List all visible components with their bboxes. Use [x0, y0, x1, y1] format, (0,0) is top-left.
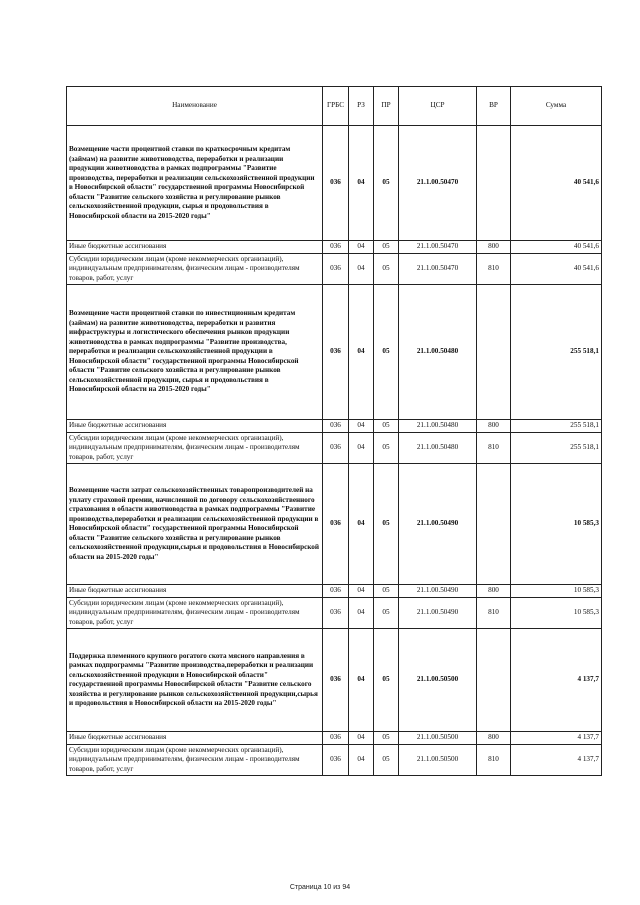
cell-sum: 10 585,3	[511, 464, 602, 585]
cell-pr: 05	[374, 253, 399, 285]
cell-grbs: 036	[323, 744, 349, 776]
cell-csr: 21.1.00.50500	[399, 629, 477, 732]
cell-grbs: 036	[323, 597, 349, 629]
header-rz: РЗ	[349, 87, 374, 126]
cell-sum: 4 137,7	[511, 732, 602, 745]
cell-csr: 21.1.00.50480	[399, 420, 477, 433]
cell-sum: 10 585,3	[511, 585, 602, 598]
cell-grbs: 036	[323, 732, 349, 745]
table-row	[67, 420, 602, 433]
header-pr: ПР	[374, 87, 399, 126]
cell-vr	[477, 126, 511, 241]
cell-csr: 21.1.00.50500	[399, 744, 477, 776]
cell-grbs: 036	[323, 126, 349, 241]
cell-pr: 05	[374, 464, 399, 585]
cell-rz: 04	[349, 432, 374, 464]
cell-csr: 21.1.00.50470	[399, 253, 477, 285]
page-number: Страница 10 из 94	[289, 884, 351, 891]
cell-sum: 255 518,1	[511, 420, 602, 433]
cell-name: Иные бюджетные ассигнования	[67, 420, 323, 433]
cell-pr: 05	[374, 585, 399, 598]
table-row	[67, 597, 602, 629]
cell-vr	[477, 629, 511, 732]
cell-name: Поддержка племенного крупного рогатого скота мясного направления в рамках подпрограммы "Развитие производства,переработки и реализации сельскохозяйственной продукции в Новосибирской области" государственной программы Новосибирской области "Развитие сельского хозяйства и регулирование рынков сельскохозяйственной продукции,сырья и продовольствия в Новосибирской области на 2015-2020 годы"	[67, 629, 323, 732]
cell-vr	[477, 285, 511, 420]
cell-grbs: 036	[323, 285, 349, 420]
cell-pr: 05	[374, 744, 399, 776]
cell-grbs: 036	[323, 241, 349, 254]
cell-vr: 810	[477, 597, 511, 629]
cell-vr: 800	[477, 585, 511, 598]
table-row	[67, 744, 602, 776]
table-row	[67, 585, 602, 598]
cell-csr: 21.1.00.50490	[399, 585, 477, 598]
cell-vr: 810	[477, 253, 511, 285]
cell-pr: 05	[374, 629, 399, 732]
cell-vr	[477, 464, 511, 585]
cell-pr: 05	[374, 420, 399, 433]
table-row	[67, 126, 602, 241]
cell-name: Иные бюджетные ассигнования	[67, 585, 323, 598]
cell-grbs: 036	[323, 432, 349, 464]
table-body	[67, 126, 602, 776]
cell-grbs: 036	[323, 585, 349, 598]
cell-pr: 05	[374, 285, 399, 420]
cell-rz: 04	[349, 585, 374, 598]
cell-csr: 21.1.00.50490	[399, 464, 477, 585]
cell-rz: 04	[349, 126, 374, 241]
budget-table	[66, 86, 602, 776]
cell-rz: 04	[349, 744, 374, 776]
cell-grbs: 036	[323, 464, 349, 585]
cell-pr: 05	[374, 126, 399, 241]
cell-vr: 810	[477, 744, 511, 776]
cell-csr: 21.1.00.50470	[399, 241, 477, 254]
cell-name: Возмещение части процентной ставки по краткосрочным кредитам (займам) на развитие животноводства, переработки и реализации продукции животноводства в рамках подпрограммы "Развитие производства, переработки и реализации сельскохозяйственной продукции в Новосибирской области" государственной программы Новосибирской области "Развитие сельского хозяйства и регулирование рынков сельскохозяйственной продукции, сырья и продовольствия в Новосибирской области на 2015-2020 годы"	[67, 126, 323, 241]
header-vr: ВР	[477, 87, 511, 126]
cell-csr: 21.1.00.50480	[399, 432, 477, 464]
cell-pr: 05	[374, 432, 399, 464]
table-header-row	[67, 87, 602, 126]
header-sum: Сумма	[511, 87, 602, 126]
cell-sum: 255 518,1	[511, 285, 602, 420]
cell-csr: 21.1.00.50500	[399, 732, 477, 745]
cell-sum: 4 137,7	[511, 629, 602, 732]
cell-pr: 05	[374, 241, 399, 254]
header-csr: ЦСР	[399, 87, 477, 126]
cell-rz: 04	[349, 732, 374, 745]
table-row	[67, 629, 602, 732]
cell-rz: 04	[349, 597, 374, 629]
cell-pr: 05	[374, 732, 399, 745]
cell-sum: 40 541,6	[511, 253, 602, 285]
table-row	[67, 464, 602, 585]
cell-sum: 40 541,6	[511, 241, 602, 254]
cell-name: Возмещение части процентной ставки по инвестиционным кредитам (займам) на развитие животноводства, переработки и развития инфраструктуры и логистического обеспечения рынков продукции животноводства в рамках подпрограммы "Развитие производства, переработки и реализации сельскохозяйственной продукции в Новосибирской области" государственной программы Новосибирской области "Развитие сельского хозяйства и регулирование рынков сельскохозяйственной продукции, сырья и продовольствия в Новосибирской области на 2015-2020 годы"	[67, 285, 323, 420]
table-row	[67, 253, 602, 285]
cell-rz: 04	[349, 285, 374, 420]
table-row	[67, 241, 602, 254]
table-row	[67, 732, 602, 745]
cell-rz: 04	[349, 464, 374, 585]
cell-name: Субсидии юридическим лицам (кроме некоммерческих организаций), индивидуальным предпринимателям, физическим лицам - производителям товаров, работ, услуг	[67, 597, 323, 629]
cell-csr: 21.1.00.50490	[399, 597, 477, 629]
cell-name: Иные бюджетные ассигнования	[67, 732, 323, 745]
cell-rz: 04	[349, 420, 374, 433]
cell-name: Субсидии юридическим лицам (кроме некоммерческих организаций), индивидуальным предпринимателям, физическим лицам - производителям товаров, работ, услуг	[67, 253, 323, 285]
cell-name: Возмещение части затрат сельскохозяйственных товаропроизводителей на уплату страховой премии, начисленной по договору сельскохозяйственного страхования в области животноводства в рамках подпрограммы "Развитие производства,переработки и реализации сельскохозяйственной продукции в Новосибирской области" государственной программы Новосибирской области "Развитие сельского хозяйства и регулирование рынков сельскохозяйственной продукции,сырья и продовольствия в Новосибирской области на 2015-2020 годы"	[67, 464, 323, 585]
cell-csr: 21.1.00.50470	[399, 126, 477, 241]
header-grbs: ГРБС	[323, 87, 349, 126]
cell-rz: 04	[349, 629, 374, 732]
cell-vr: 800	[477, 420, 511, 433]
cell-sum: 255 518,1	[511, 432, 602, 464]
cell-csr: 21.1.00.50480	[399, 285, 477, 420]
cell-grbs: 036	[323, 253, 349, 285]
cell-rz: 04	[349, 253, 374, 285]
cell-grbs: 036	[323, 420, 349, 433]
cell-vr: 800	[477, 732, 511, 745]
cell-vr: 800	[477, 241, 511, 254]
cell-vr: 810	[477, 432, 511, 464]
cell-sum: 40 541,6	[511, 126, 602, 241]
cell-name: Иные бюджетные ассигнования	[67, 241, 323, 254]
cell-sum: 10 585,3	[511, 597, 602, 629]
table-row	[67, 432, 602, 464]
cell-pr: 05	[374, 597, 399, 629]
cell-name: Субсидии юридическим лицам (кроме некоммерческих организаций), индивидуальным предпринимателям, физическим лицам - производителям товаров, работ, услуг	[67, 432, 323, 464]
table-row	[67, 285, 602, 420]
header-name: Наименование	[67, 87, 323, 126]
cell-sum: 4 137,7	[511, 744, 602, 776]
cell-name: Субсидии юридическим лицам (кроме некоммерческих организаций), индивидуальным предпринимателям, физическим лицам - производителям товаров, работ, услуг	[67, 744, 323, 776]
cell-rz: 04	[349, 241, 374, 254]
cell-grbs: 036	[323, 629, 349, 732]
